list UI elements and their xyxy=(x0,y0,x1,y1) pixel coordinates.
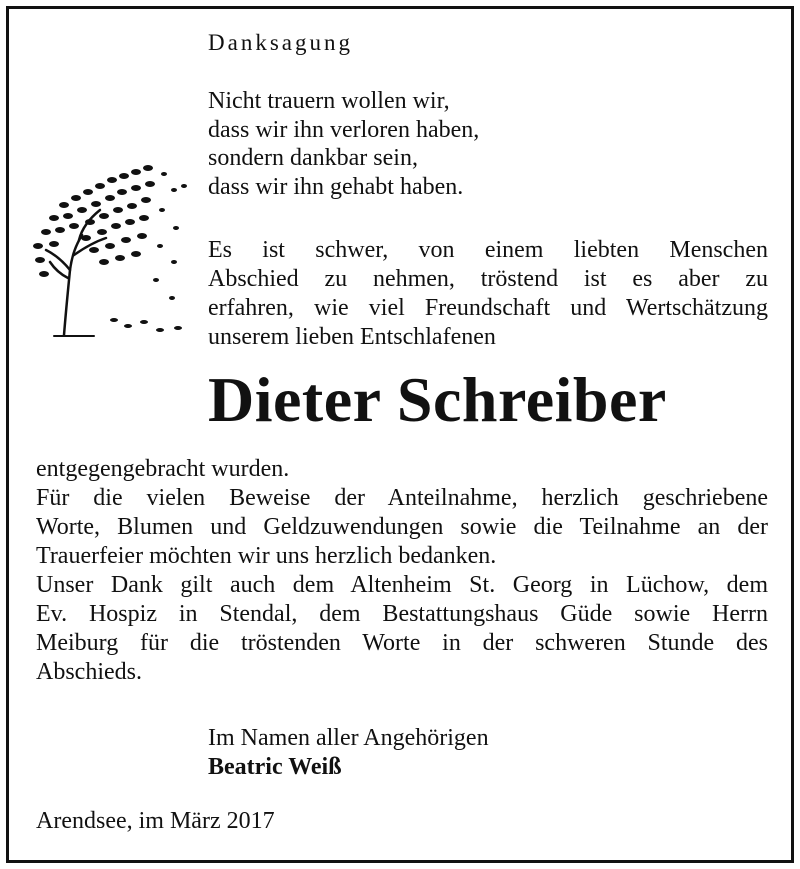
body-line: entgegengebracht wurden. xyxy=(36,456,290,482)
place-date: Arendsee, im März 2017 xyxy=(36,808,275,834)
intro-line: unserem lieben Entschlafenen xyxy=(208,324,496,350)
poem-line: dass wir ihn verloren haben, xyxy=(208,116,480,143)
poem xyxy=(208,87,479,201)
signature-line: Im Namen aller Angehörigen xyxy=(208,725,489,751)
intro-paragraph xyxy=(208,236,768,352)
body-paragraph xyxy=(36,455,768,687)
body-line: Abschieds. xyxy=(36,659,142,685)
poem-line: Nicht trauern wollen wir, xyxy=(208,88,450,114)
poem-line: sondern dankbar sein, xyxy=(208,145,418,171)
poem-line: dass wir ihn gehabt haben. xyxy=(208,173,464,200)
body-line: Unser Dank gilt auch dem Altenheim St. Georg in Lüchow, dem xyxy=(36,572,768,598)
intro-line: Es ist schwer, von einem liebten Menschen xyxy=(208,237,768,263)
body-line: Für die vielen Beweise der Anteilnahme, herzlich geschriebene xyxy=(36,485,768,511)
intro-line: Abschied zu nehmen, tröstend ist es aber zu xyxy=(208,266,768,292)
signature-block xyxy=(208,724,489,782)
heading: Danksagung xyxy=(208,30,353,55)
body-line: Ev. Hospiz in Stendal, dem Bestattungshaus Güde sowie Herrn xyxy=(36,601,768,627)
body-line: Worte, Blumen und Geldzuwendungen sowie die Teilnahme an der xyxy=(36,514,768,540)
tree-with-falling-leaves-icon xyxy=(24,150,194,345)
intro-line: erfahren, wie viel Freundschaft und Wertschätzung xyxy=(208,295,768,321)
body-line: Meiburg für die tröstenden Worte in der schweren Stunde des xyxy=(36,630,768,656)
deceased-name: Dieter Schreiber xyxy=(208,364,667,435)
body-line: Trauerfeier möchten wir uns herzlich bedanken. xyxy=(36,543,497,569)
signer-name: Beatric Weiß xyxy=(208,754,342,780)
